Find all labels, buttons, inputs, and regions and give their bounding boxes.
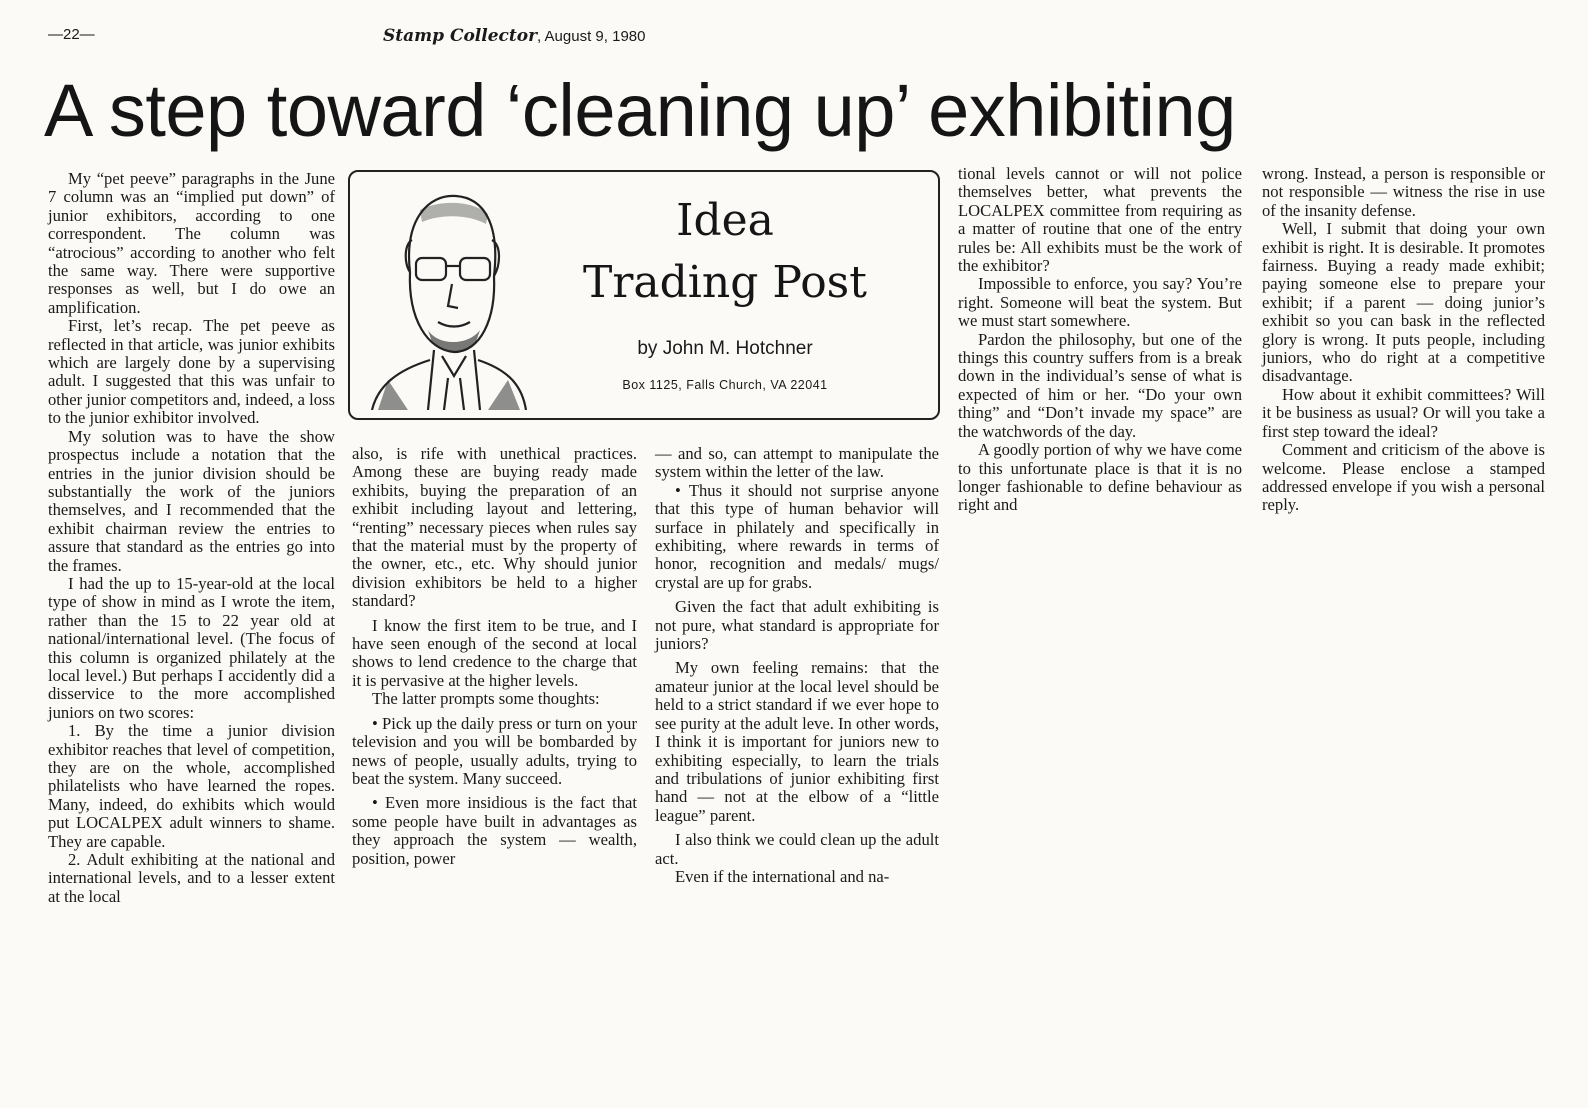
paragraph: Comment and criticism of the above is welcome. Please enclose a stamped addressed envelope if you wish a personal reply.	[1262, 440, 1545, 515]
article-column-4	[958, 165, 1242, 515]
article-column-1	[48, 170, 335, 906]
paragraph: The latter prompts some thoughts:	[372, 689, 600, 709]
paragraph: First, let’s recap. The pet peeve as reflected in that article, was junior exhibits which are largely done by a supervising adult. I suggested that this was unfair to other junior competitors and, indeed, a loss to the junior exhibitor involved.	[48, 316, 335, 428]
masthead	[383, 26, 645, 46]
author-address: Box 1125, Falls Church, VA 22041	[622, 378, 828, 392]
paragraph: My own feeling remains: that the amateur junior at the local level should be held to a strict standard if we ever hope to see purity at the adult leve. In other words, I think it is important for juniors new to exhibiting especially, to learn the trials and tribulations of junior exhibiting first hand — not at the elbow of a “little league” parent.	[655, 658, 939, 825]
issue-date: , August 9, 1980	[537, 28, 646, 45]
paragraph: 1. By the time a junior division exhibitor reaches that level of competition, they are on the whole, accomplished philatelists who have learned the ropes. Many, indeed, do exhibits which would put LOCALPEX adult winners to shame. They are capable.	[48, 721, 335, 851]
publication-name: Stamp Collector	[383, 26, 538, 46]
column-title-box	[348, 170, 940, 420]
article-column-3	[655, 445, 939, 886]
paragraph: A goodly portion of why we have come to this unfortunate place is that it is no longer fashionable to define behaviour as right and	[958, 440, 1242, 515]
headline: A step toward ‘cleaning up’ exhibiting	[44, 69, 1236, 152]
paragraph: Even if the international and na-	[675, 866, 890, 886]
paragraph: My solution was to have the show prospectus include a notation that the entries in the junior division should be substantially the work of the juniors themselves, and I recommended that the exhibit chairman review the entries to assure that standard as the entries go into the frames.	[48, 426, 335, 575]
paragraph: Given the fact that adult exhibiting is not pure, what standard is appropriate for juniors?	[655, 597, 939, 654]
column-name-line-2: Trading Post	[583, 257, 867, 308]
bullet-paragraph: • Even more insidious is the fact that some people have built in advantages as they approach the system — wealth, position, power	[352, 793, 637, 868]
paragraph: also, is rife with unethical practices. Among these are buying ready made exhibits, buying the preparation of an exhibit including layout and lettering, “renting” necessary pieces when rules say that the material must by the property of the owner, etc., etc. Why should junior division exhibitors be held to a higher standard?	[352, 444, 637, 611]
paragraph: I know the first item to be true, and I have seen enough of the second at local shows to lend credence to the charge that it is pervasive at the higher levels.	[352, 615, 637, 690]
paragraph: I also think we could clean up the adult act.	[655, 830, 939, 868]
paragraph: Impossible to enforce, you say? You’re right. Someone will beat the system. But we must start somewhere.	[958, 274, 1242, 331]
column-name	[550, 190, 900, 314]
article-column-2	[352, 445, 637, 868]
author-portrait-icon	[368, 180, 528, 410]
paragraph: Pardon the philosophy, but one of the things this country suffers from is a break down in the individual’s sense of what is expected of him or her. “Do your own thing” and “Don’t invade my space” are the watchwords of the day.	[958, 329, 1242, 441]
paragraph: I had the up to 15-year-old at the local type of show in mind as I wrote the item, rather than the 15 to 22 year old at national/international level. (The focus of this column is organized philately at the local level.) But perhaps I accidently did a disservice to the more accomplished juniors on two scores:	[48, 573, 335, 722]
bullet-paragraph: • Pick up the daily press or turn on your television and you will be bombarded by news of people, usually adults, trying to beat the system. Many succeed.	[352, 713, 637, 788]
paragraph: My “pet peeve” paragraphs in the June 7 column was an “implied put down” of junior exhibitors, according to one correspondent. The column was “atrocious” according to another who felt the same way. There were supportive responses as well, but I do owe an amplification.	[48, 169, 335, 317]
paragraph: Well, I submit that doing your own exhibit is right. It is desirable. It promotes fairness. Buying a ready made exhibit; paying someone else to prepare your exhibit; if a parent — doing junior’s exhibit so you can bask in the reflected glory is wrong. It puts people, including juniors, who do right at a competitive disadvantage.	[1262, 219, 1545, 386]
paragraph: How about it exhibit committees? Will it be business as usual? Or will you take a first step toward the ideal?	[1262, 384, 1545, 441]
article-column-5	[1262, 165, 1545, 515]
paragraph: tional levels cannot or will not police themselves better, what prevents the LOCALPEX committee from requiring as a matter of routine that one of the entry rules be: All exhibits must be the work of the exhibitor?	[958, 164, 1242, 276]
page-number: —22—	[48, 26, 95, 43]
paragraph: wrong. Instead, a person is responsible or not responsible — witness the rise in use of the insanity defense.	[1262, 164, 1545, 220]
paragraph: 2. Adult exhibiting at the national and international levels, and to a lesser extent at the local	[48, 850, 335, 906]
column-name-line-1: Idea	[676, 195, 774, 246]
paragraph: — and so, can attempt to manipulate the system within the letter of the law.	[655, 444, 939, 482]
byline: by John M. Hotchner	[637, 338, 813, 359]
bullet-paragraph: • Thus it should not surprise anyone that this type of human behavior will surface in philately and specifically in exhibiting, where rewards in terms of honor, recognition and medals/ mugs/ crystal are up for grabs.	[655, 480, 939, 592]
